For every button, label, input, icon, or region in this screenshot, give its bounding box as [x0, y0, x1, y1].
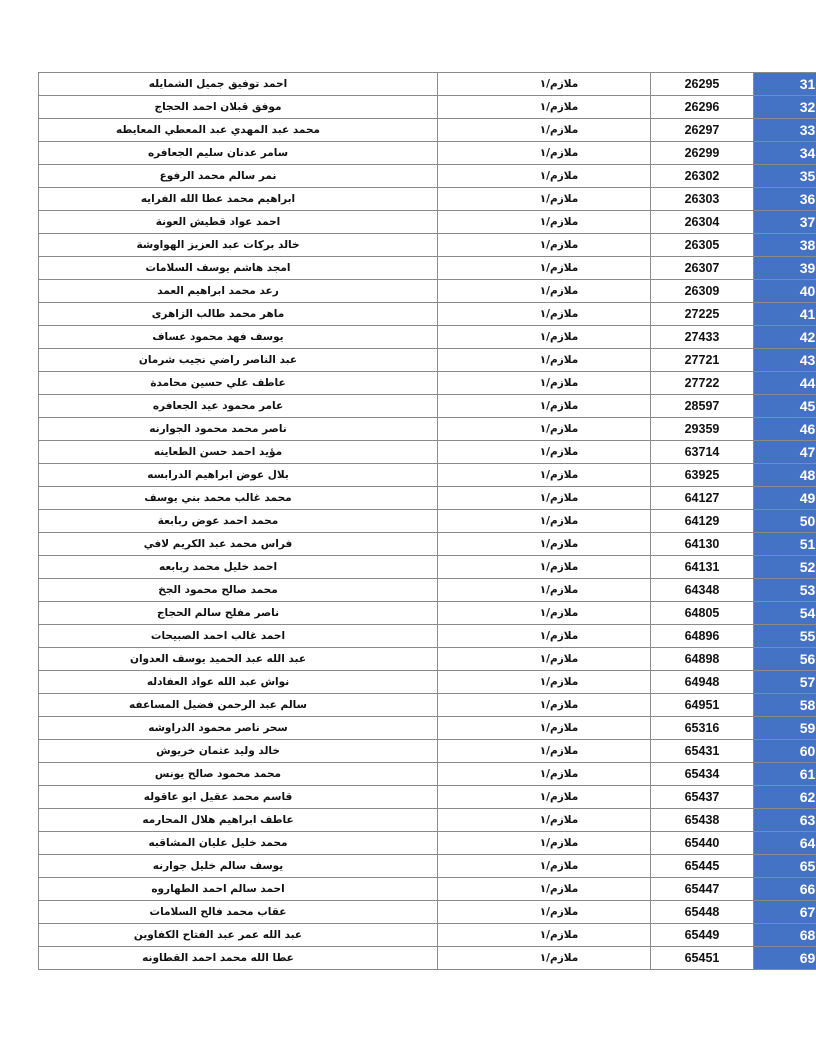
- rank-cell: ملازم/١: [438, 165, 651, 188]
- name-cell: محمد محمود صالح يونس: [39, 763, 438, 786]
- id-number-cell: 64896: [651, 625, 754, 648]
- name-cell: قاسم محمد عقيل ابو عاقوله: [39, 786, 438, 809]
- sequence-number-cell: 35: [754, 165, 816, 188]
- id-number-cell: 64348: [651, 579, 754, 602]
- sequence-number-cell: 65: [754, 855, 816, 878]
- id-number-cell: 64127: [651, 487, 754, 510]
- id-number-cell: 64131: [651, 556, 754, 579]
- id-number-cell: 64805: [651, 602, 754, 625]
- table-row: [39, 533, 816, 556]
- table-row: [39, 579, 816, 602]
- sequence-number-cell: 62: [754, 786, 816, 809]
- sequence-number-cell: 51: [754, 533, 816, 556]
- rank-cell: ملازم/١: [438, 280, 651, 303]
- rank-cell: ملازم/١: [438, 510, 651, 533]
- table-row: [39, 395, 816, 418]
- id-number-cell: 26303: [651, 188, 754, 211]
- sequence-number-cell: 67: [754, 901, 816, 924]
- sequence-number-cell: 32: [754, 96, 816, 119]
- name-cell: احمد خليل محمد ربابعه: [39, 556, 438, 579]
- rank-cell: ملازم/١: [438, 786, 651, 809]
- sequence-number-cell: 38: [754, 234, 816, 257]
- id-number-cell: 65445: [651, 855, 754, 878]
- id-number-cell: 26307: [651, 257, 754, 280]
- sequence-number-cell: 57: [754, 671, 816, 694]
- name-cell: فراس محمد عبد الكريم لافي: [39, 533, 438, 556]
- sequence-number-cell: 43: [754, 349, 816, 372]
- name-cell: عاطف علي حسين محامدة: [39, 372, 438, 395]
- id-number-cell: 26296: [651, 96, 754, 119]
- id-number-cell: 26309: [651, 280, 754, 303]
- sequence-number-cell: 46: [754, 418, 816, 441]
- rank-cell: ملازم/١: [438, 441, 651, 464]
- table-row: [39, 855, 816, 878]
- table-row: [39, 142, 816, 165]
- table-row: [39, 671, 816, 694]
- id-number-cell: 26304: [651, 211, 754, 234]
- table-row: [39, 441, 816, 464]
- id-number-cell: 26297: [651, 119, 754, 142]
- name-cell: سالم عبد الرحمن فضيل المساعفه: [39, 694, 438, 717]
- sequence-number-cell: 66: [754, 878, 816, 901]
- name-cell: محمد صالح محمود الجخ: [39, 579, 438, 602]
- table-row: [39, 464, 816, 487]
- sequence-number-cell: 37: [754, 211, 816, 234]
- roster-body: [39, 73, 816, 970]
- rank-cell: ملازم/١: [438, 625, 651, 648]
- rank-cell: ملازم/١: [438, 878, 651, 901]
- sequence-number-cell: 42: [754, 326, 816, 349]
- sequence-number-cell: 59: [754, 717, 816, 740]
- rank-cell: ملازم/١: [438, 740, 651, 763]
- rank-cell: ملازم/١: [438, 234, 651, 257]
- name-cell: احمد عواد قطيش العونة: [39, 211, 438, 234]
- id-number-cell: 29359: [651, 418, 754, 441]
- id-number-cell: 65449: [651, 924, 754, 947]
- table-row: [39, 165, 816, 188]
- rank-cell: ملازم/١: [438, 556, 651, 579]
- table-row: [39, 878, 816, 901]
- id-number-cell: 65316: [651, 717, 754, 740]
- id-number-cell: 27433: [651, 326, 754, 349]
- name-cell: نمر سالم محمد الرفوع: [39, 165, 438, 188]
- name-cell: ابراهيم محمد عطا الله الفرايه: [39, 188, 438, 211]
- name-cell: عقاب محمد فالح السلامات: [39, 901, 438, 924]
- table-row: [39, 326, 816, 349]
- sequence-number-cell: 40: [754, 280, 816, 303]
- id-number-cell: 26305: [651, 234, 754, 257]
- rank-cell: ملازم/١: [438, 533, 651, 556]
- officer-roster-table: [38, 72, 816, 970]
- name-cell: عبد الله عبد الحميد يوسف العدوان: [39, 648, 438, 671]
- sequence-number-cell: 60: [754, 740, 816, 763]
- name-cell: خالد وليد عثمان خريوش: [39, 740, 438, 763]
- table-row: [39, 832, 816, 855]
- id-number-cell: 26295: [651, 73, 754, 96]
- rank-cell: ملازم/١: [438, 717, 651, 740]
- table-row: [39, 372, 816, 395]
- rank-cell: ملازم/١: [438, 648, 651, 671]
- table-row: [39, 349, 816, 372]
- name-cell: خالد بركات عبد العزيز الهواوشة: [39, 234, 438, 257]
- table-row: [39, 188, 816, 211]
- name-cell: امجد هاشم يوسف السلامات: [39, 257, 438, 280]
- id-number-cell: 65447: [651, 878, 754, 901]
- name-cell: ناصر محمد محمود الجوارنه: [39, 418, 438, 441]
- id-number-cell: 63925: [651, 464, 754, 487]
- table-row: [39, 809, 816, 832]
- name-cell: ناصر مفلح سالم الحجاج: [39, 602, 438, 625]
- id-number-cell: 65437: [651, 786, 754, 809]
- name-cell: مؤيد احمد حسن الطعاينه: [39, 441, 438, 464]
- name-cell: نواش عبد الله عواد العفادله: [39, 671, 438, 694]
- rank-cell: ملازم/١: [438, 602, 651, 625]
- sequence-number-cell: 44: [754, 372, 816, 395]
- id-number-cell: 64948: [651, 671, 754, 694]
- name-cell: عامر محمود عيد الجعافره: [39, 395, 438, 418]
- sequence-number-cell: 53: [754, 579, 816, 602]
- table-row: [39, 303, 816, 326]
- table-row: [39, 786, 816, 809]
- table-row: [39, 901, 816, 924]
- table-row: [39, 73, 816, 96]
- id-number-cell: 65451: [651, 947, 754, 970]
- table-row: [39, 234, 816, 257]
- rank-cell: ملازم/١: [438, 855, 651, 878]
- rank-cell: ملازم/١: [438, 142, 651, 165]
- name-cell: سامر عدنان سليم الجعافره: [39, 142, 438, 165]
- sequence-number-cell: 55: [754, 625, 816, 648]
- rank-cell: ملازم/١: [438, 694, 651, 717]
- table-row: [39, 257, 816, 280]
- name-cell: يوسف فهد محمود عساف: [39, 326, 438, 349]
- rank-cell: ملازم/١: [438, 211, 651, 234]
- rank-cell: ملازم/١: [438, 809, 651, 832]
- id-number-cell: 64898: [651, 648, 754, 671]
- name-cell: عاطف ابراهيم هلال المحارمه: [39, 809, 438, 832]
- rank-cell: ملازم/١: [438, 464, 651, 487]
- rank-cell: ملازم/١: [438, 119, 651, 142]
- rank-cell: ملازم/١: [438, 924, 651, 947]
- id-number-cell: 64130: [651, 533, 754, 556]
- table-row: [39, 418, 816, 441]
- name-cell: محمد عبد المهدي عبد المعطي المعايطه: [39, 119, 438, 142]
- name-cell: احمد غالب احمد الصبيحات: [39, 625, 438, 648]
- sequence-number-cell: 63: [754, 809, 816, 832]
- id-number-cell: 28597: [651, 395, 754, 418]
- id-number-cell: 27721: [651, 349, 754, 372]
- table-row: [39, 694, 816, 717]
- name-cell: محمد غالب محمد بني يوسف: [39, 487, 438, 510]
- table-row: [39, 280, 816, 303]
- sequence-number-cell: 56: [754, 648, 816, 671]
- name-cell: يوسف سالم خليل جوارنه: [39, 855, 438, 878]
- sequence-number-cell: 41: [754, 303, 816, 326]
- rank-cell: ملازم/١: [438, 947, 651, 970]
- table-row: [39, 96, 816, 119]
- sequence-number-cell: 54: [754, 602, 816, 625]
- table-row: [39, 947, 816, 970]
- rank-cell: ملازم/١: [438, 257, 651, 280]
- rank-cell: ملازم/١: [438, 418, 651, 441]
- rank-cell: ملازم/١: [438, 832, 651, 855]
- rank-cell: ملازم/١: [438, 487, 651, 510]
- sequence-number-cell: 31: [754, 73, 816, 96]
- id-number-cell: 26302: [651, 165, 754, 188]
- rank-cell: ملازم/١: [438, 763, 651, 786]
- name-cell: سحر ناصر محمود الدراوشه: [39, 717, 438, 740]
- table-row: [39, 763, 816, 786]
- id-number-cell: 65440: [651, 832, 754, 855]
- name-cell: عبد الناصر راضي نجيب شرمان: [39, 349, 438, 372]
- table-row: [39, 211, 816, 234]
- rank-cell: ملازم/١: [438, 901, 651, 924]
- sequence-number-cell: 34: [754, 142, 816, 165]
- rank-cell: ملازم/١: [438, 579, 651, 602]
- id-number-cell: 26299: [651, 142, 754, 165]
- sequence-number-cell: 45: [754, 395, 816, 418]
- name-cell: احمد سالم احمد الطهاروه: [39, 878, 438, 901]
- sequence-number-cell: 50: [754, 510, 816, 533]
- id-number-cell: 27722: [651, 372, 754, 395]
- name-cell: محمد احمد عوض ربابعة: [39, 510, 438, 533]
- name-cell: احمد توفيق جميل الشمايله: [39, 73, 438, 96]
- sequence-number-cell: 69: [754, 947, 816, 970]
- table-row: [39, 602, 816, 625]
- sequence-number-cell: 33: [754, 119, 816, 142]
- table-row: [39, 487, 816, 510]
- id-number-cell: 65448: [651, 901, 754, 924]
- table-row: [39, 625, 816, 648]
- id-number-cell: 64951: [651, 694, 754, 717]
- sequence-number-cell: 47: [754, 441, 816, 464]
- table-row: [39, 924, 816, 947]
- sequence-number-cell: 68: [754, 924, 816, 947]
- id-number-cell: 27225: [651, 303, 754, 326]
- table-row: [39, 648, 816, 671]
- name-cell: محمد خليل عليان المشاقبه: [39, 832, 438, 855]
- name-cell: رعد محمد ابراهيم العمد: [39, 280, 438, 303]
- rank-cell: ملازم/١: [438, 73, 651, 96]
- rank-cell: ملازم/١: [438, 326, 651, 349]
- rank-cell: ملازم/١: [438, 395, 651, 418]
- sequence-number-cell: 52: [754, 556, 816, 579]
- sequence-number-cell: 48: [754, 464, 816, 487]
- rank-cell: ملازم/١: [438, 188, 651, 211]
- sequence-number-cell: 64: [754, 832, 816, 855]
- sequence-number-cell: 61: [754, 763, 816, 786]
- id-number-cell: 63714: [651, 441, 754, 464]
- name-cell: بلال عوض ابراهيم الدرابسه: [39, 464, 438, 487]
- table-row: [39, 740, 816, 763]
- name-cell: عبد الله عمر عبد الفتاح الكفاوين: [39, 924, 438, 947]
- id-number-cell: 65438: [651, 809, 754, 832]
- table-row: [39, 119, 816, 142]
- sequence-number-cell: 39: [754, 257, 816, 280]
- sequence-number-cell: 49: [754, 487, 816, 510]
- table-row: [39, 510, 816, 533]
- id-number-cell: 65431: [651, 740, 754, 763]
- rank-cell: ملازم/١: [438, 671, 651, 694]
- table-row: [39, 717, 816, 740]
- rank-cell: ملازم/١: [438, 303, 651, 326]
- id-number-cell: 64129: [651, 510, 754, 533]
- table-row: [39, 556, 816, 579]
- rank-cell: ملازم/١: [438, 96, 651, 119]
- id-number-cell: 65434: [651, 763, 754, 786]
- sequence-number-cell: 58: [754, 694, 816, 717]
- rank-cell: ملازم/١: [438, 372, 651, 395]
- rank-cell: ملازم/١: [438, 349, 651, 372]
- name-cell: ماهر محمد طالب الزاهرى: [39, 303, 438, 326]
- name-cell: موفق قبلان احمد الحجاج: [39, 96, 438, 119]
- name-cell: عطا الله محمد احمد القطاونه: [39, 947, 438, 970]
- sequence-number-cell: 36: [754, 188, 816, 211]
